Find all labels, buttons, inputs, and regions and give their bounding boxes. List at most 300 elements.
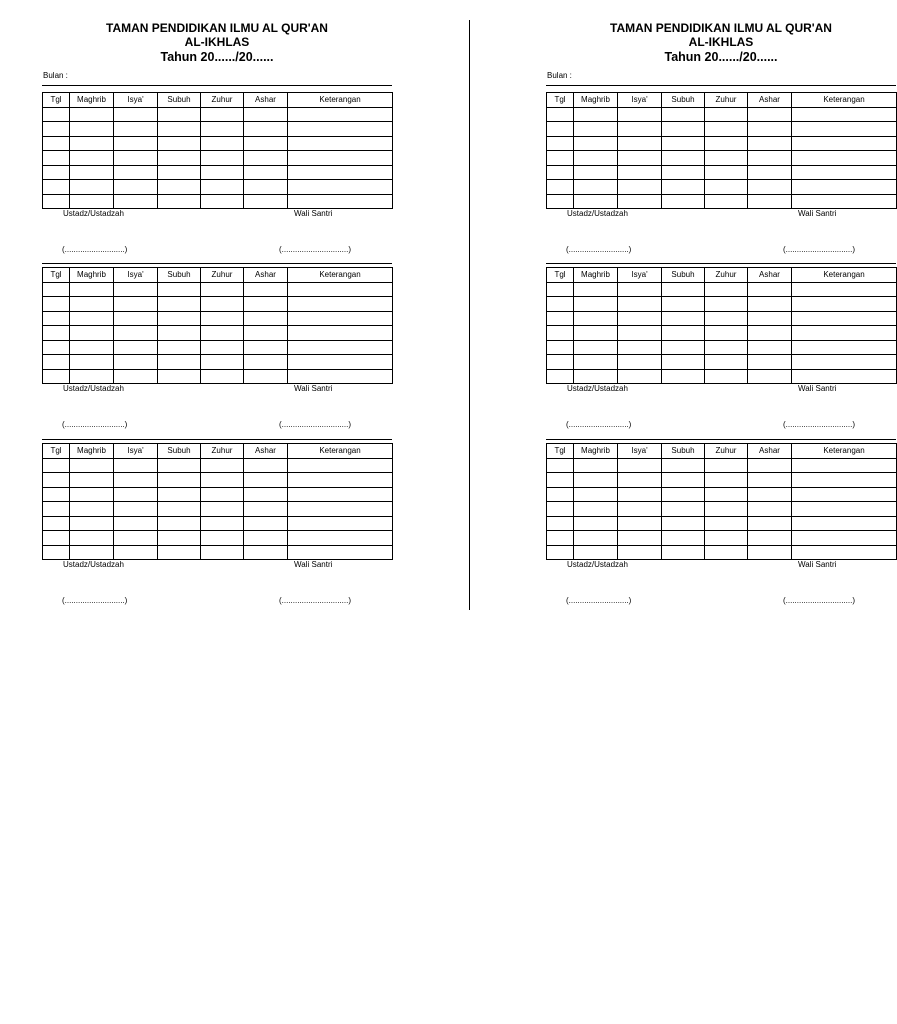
table-cell[interactable] bbox=[43, 122, 70, 137]
table-cell[interactable] bbox=[662, 282, 705, 297]
table-cell[interactable] bbox=[748, 165, 792, 180]
table-cell[interactable] bbox=[792, 180, 897, 195]
table-cell[interactable] bbox=[705, 516, 748, 531]
table-cell[interactable] bbox=[662, 545, 705, 560]
table-cell[interactable] bbox=[547, 502, 574, 517]
table-cell[interactable] bbox=[662, 180, 705, 195]
table-cell[interactable] bbox=[288, 473, 393, 488]
table-cell[interactable] bbox=[244, 516, 288, 531]
table-cell[interactable] bbox=[288, 136, 393, 151]
table-cell[interactable] bbox=[574, 297, 618, 312]
table-cell[interactable] bbox=[70, 487, 114, 502]
table-cell[interactable] bbox=[792, 531, 897, 546]
table-cell[interactable] bbox=[792, 151, 897, 166]
table-cell[interactable] bbox=[70, 473, 114, 488]
table-cell[interactable] bbox=[201, 165, 244, 180]
table-cell[interactable] bbox=[201, 136, 244, 151]
table-cell[interactable] bbox=[43, 311, 70, 326]
table-cell[interactable] bbox=[792, 473, 897, 488]
table-cell[interactable] bbox=[748, 282, 792, 297]
table-cell[interactable] bbox=[288, 458, 393, 473]
table-cell[interactable] bbox=[70, 458, 114, 473]
table-cell[interactable] bbox=[201, 545, 244, 560]
table-cell[interactable] bbox=[288, 297, 393, 312]
table-cell[interactable] bbox=[201, 531, 244, 546]
table-cell[interactable] bbox=[705, 502, 748, 517]
table-cell[interactable] bbox=[705, 369, 748, 384]
table-cell[interactable] bbox=[618, 458, 662, 473]
table-cell[interactable] bbox=[244, 165, 288, 180]
table-cell[interactable] bbox=[792, 487, 897, 502]
table-cell[interactable] bbox=[748, 340, 792, 355]
table-cell[interactable] bbox=[662, 502, 705, 517]
table-cell[interactable] bbox=[574, 282, 618, 297]
table-cell[interactable] bbox=[618, 502, 662, 517]
table-cell[interactable] bbox=[158, 297, 201, 312]
table-cell[interactable] bbox=[662, 487, 705, 502]
table-cell[interactable] bbox=[43, 151, 70, 166]
table-cell[interactable] bbox=[618, 282, 662, 297]
table-cell[interactable] bbox=[547, 194, 574, 209]
table-cell[interactable] bbox=[748, 151, 792, 166]
table-cell[interactable] bbox=[158, 355, 201, 370]
table-cell[interactable] bbox=[662, 326, 705, 341]
table-cell[interactable] bbox=[748, 502, 792, 517]
table-cell[interactable] bbox=[158, 502, 201, 517]
table-cell[interactable] bbox=[201, 180, 244, 195]
table-cell[interactable] bbox=[244, 180, 288, 195]
table-cell[interactable] bbox=[618, 311, 662, 326]
table-cell[interactable] bbox=[288, 165, 393, 180]
table-cell[interactable] bbox=[201, 458, 244, 473]
table-cell[interactable] bbox=[574, 369, 618, 384]
table-cell[interactable] bbox=[705, 282, 748, 297]
table-cell[interactable] bbox=[244, 107, 288, 122]
table-cell[interactable] bbox=[201, 355, 244, 370]
table-cell[interactable] bbox=[792, 165, 897, 180]
table-cell[interactable] bbox=[114, 473, 158, 488]
table-cell[interactable] bbox=[158, 487, 201, 502]
table-cell[interactable] bbox=[574, 151, 618, 166]
table-cell[interactable] bbox=[547, 473, 574, 488]
table-cell[interactable] bbox=[705, 355, 748, 370]
table-cell[interactable] bbox=[618, 326, 662, 341]
table-cell[interactable] bbox=[574, 487, 618, 502]
table-cell[interactable] bbox=[158, 122, 201, 137]
table-cell[interactable] bbox=[288, 326, 393, 341]
table-row bbox=[547, 180, 897, 195]
table-cell[interactable] bbox=[70, 531, 114, 546]
table-cell[interactable] bbox=[158, 369, 201, 384]
table-cell[interactable] bbox=[288, 545, 393, 560]
table-cell[interactable] bbox=[792, 311, 897, 326]
table-cell[interactable] bbox=[114, 122, 158, 137]
table-cell[interactable] bbox=[114, 487, 158, 502]
table-cell[interactable] bbox=[201, 297, 244, 312]
table-cell[interactable] bbox=[574, 531, 618, 546]
table-cell[interactable] bbox=[114, 340, 158, 355]
table-cell[interactable] bbox=[792, 516, 897, 531]
table-cell[interactable] bbox=[547, 487, 574, 502]
table-cell[interactable] bbox=[547, 458, 574, 473]
table-cell[interactable] bbox=[574, 545, 618, 560]
table-cell[interactable] bbox=[70, 194, 114, 209]
table-cell[interactable] bbox=[114, 165, 158, 180]
table-cell[interactable] bbox=[662, 194, 705, 209]
table-cell[interactable] bbox=[792, 369, 897, 384]
table-cell[interactable] bbox=[618, 297, 662, 312]
table-cell[interactable] bbox=[43, 340, 70, 355]
table-cell[interactable] bbox=[288, 311, 393, 326]
table-cell[interactable] bbox=[70, 369, 114, 384]
table-cell[interactable] bbox=[662, 297, 705, 312]
table-cell[interactable] bbox=[43, 355, 70, 370]
table-cell[interactable] bbox=[748, 531, 792, 546]
table-cell[interactable] bbox=[574, 326, 618, 341]
table-cell[interactable] bbox=[158, 458, 201, 473]
table-cell[interactable] bbox=[792, 326, 897, 341]
table-cell[interactable] bbox=[618, 151, 662, 166]
table-cell[interactable] bbox=[547, 311, 574, 326]
table-cell[interactable] bbox=[618, 355, 662, 370]
table-cell[interactable] bbox=[70, 516, 114, 531]
table-cell[interactable] bbox=[705, 165, 748, 180]
table-cell[interactable] bbox=[705, 487, 748, 502]
table-cell[interactable] bbox=[158, 180, 201, 195]
table-cell[interactable] bbox=[201, 311, 244, 326]
table-cell[interactable] bbox=[748, 473, 792, 488]
table-cell[interactable] bbox=[114, 136, 158, 151]
table-cell[interactable] bbox=[618, 165, 662, 180]
table-cell[interactable] bbox=[244, 122, 288, 137]
table-cell[interactable] bbox=[70, 136, 114, 151]
table-cell[interactable] bbox=[662, 340, 705, 355]
table-cell[interactable] bbox=[70, 282, 114, 297]
table-cell[interactable] bbox=[244, 369, 288, 384]
table-cell[interactable] bbox=[244, 473, 288, 488]
table-cell[interactable] bbox=[70, 107, 114, 122]
table-cell[interactable] bbox=[792, 194, 897, 209]
table-cell[interactable] bbox=[288, 340, 393, 355]
table-cell[interactable] bbox=[574, 355, 618, 370]
table-cell[interactable] bbox=[705, 473, 748, 488]
table-cell[interactable] bbox=[201, 473, 244, 488]
table-cell[interactable] bbox=[547, 531, 574, 546]
table-cell[interactable] bbox=[114, 180, 158, 195]
table-cell[interactable] bbox=[662, 122, 705, 137]
table-cell[interactable] bbox=[748, 297, 792, 312]
table-cell[interactable] bbox=[705, 531, 748, 546]
table-cell[interactable] bbox=[618, 545, 662, 560]
table-cell[interactable] bbox=[70, 326, 114, 341]
table-cell[interactable] bbox=[158, 545, 201, 560]
table-cell[interactable] bbox=[244, 458, 288, 473]
table-cell[interactable] bbox=[748, 545, 792, 560]
table-cell[interactable] bbox=[547, 122, 574, 137]
table-cell[interactable] bbox=[748, 107, 792, 122]
table-cell[interactable] bbox=[748, 180, 792, 195]
table-cell[interactable] bbox=[158, 326, 201, 341]
section-separator bbox=[546, 263, 896, 264]
table-cell[interactable] bbox=[158, 136, 201, 151]
table-row bbox=[547, 107, 897, 122]
table-cell[interactable] bbox=[158, 473, 201, 488]
table-cell[interactable] bbox=[244, 340, 288, 355]
table-cell[interactable] bbox=[748, 136, 792, 151]
table-cell[interactable] bbox=[705, 122, 748, 137]
table-cell[interactable] bbox=[618, 340, 662, 355]
table-cell[interactable] bbox=[43, 107, 70, 122]
table-cell[interactable] bbox=[43, 531, 70, 546]
table-cell[interactable] bbox=[705, 545, 748, 560]
table-cell[interactable] bbox=[547, 151, 574, 166]
table-cell[interactable] bbox=[201, 369, 244, 384]
column-header: Keterangan bbox=[288, 93, 393, 108]
table-cell[interactable] bbox=[201, 516, 244, 531]
table-row bbox=[547, 355, 897, 370]
table-cell[interactable] bbox=[158, 282, 201, 297]
table-cell[interactable] bbox=[288, 487, 393, 502]
table-cell[interactable] bbox=[201, 151, 244, 166]
table-cell[interactable] bbox=[662, 151, 705, 166]
table-cell[interactable] bbox=[158, 516, 201, 531]
table-cell[interactable] bbox=[288, 122, 393, 137]
table-cell[interactable] bbox=[547, 165, 574, 180]
attendance-table bbox=[546, 92, 897, 209]
table-cell[interactable] bbox=[201, 326, 244, 341]
table-cell[interactable] bbox=[574, 180, 618, 195]
table-cell[interactable] bbox=[618, 122, 662, 137]
table-cell[interactable] bbox=[574, 473, 618, 488]
table-cell[interactable] bbox=[748, 355, 792, 370]
table-cell[interactable] bbox=[705, 458, 748, 473]
table-cell[interactable] bbox=[574, 194, 618, 209]
table-cell[interactable] bbox=[158, 531, 201, 546]
table-cell[interactable] bbox=[662, 458, 705, 473]
table-cell[interactable] bbox=[705, 107, 748, 122]
table-cell[interactable] bbox=[574, 340, 618, 355]
table-cell[interactable] bbox=[244, 297, 288, 312]
table-cell[interactable] bbox=[618, 136, 662, 151]
table-cell[interactable] bbox=[244, 545, 288, 560]
table-cell[interactable] bbox=[114, 151, 158, 166]
table-cell[interactable] bbox=[201, 122, 244, 137]
table-cell[interactable] bbox=[618, 107, 662, 122]
table-cell[interactable] bbox=[114, 458, 158, 473]
table-cell[interactable] bbox=[244, 151, 288, 166]
table-cell[interactable] bbox=[547, 355, 574, 370]
table-cell[interactable] bbox=[792, 355, 897, 370]
table-cell[interactable] bbox=[114, 516, 158, 531]
table-cell[interactable] bbox=[70, 297, 114, 312]
table-cell[interactable] bbox=[70, 165, 114, 180]
table-cell[interactable] bbox=[288, 282, 393, 297]
table-cell[interactable] bbox=[748, 194, 792, 209]
table-cell[interactable] bbox=[662, 473, 705, 488]
table-cell[interactable] bbox=[244, 355, 288, 370]
table-cell[interactable] bbox=[748, 369, 792, 384]
table-cell[interactable] bbox=[70, 340, 114, 355]
table-cell[interactable] bbox=[748, 458, 792, 473]
table-cell[interactable] bbox=[574, 502, 618, 517]
table-cell[interactable] bbox=[748, 326, 792, 341]
table-cell[interactable] bbox=[662, 311, 705, 326]
table-cell[interactable] bbox=[158, 151, 201, 166]
table-cell[interactable] bbox=[792, 122, 897, 137]
table-cell[interactable] bbox=[201, 107, 244, 122]
table-cell[interactable] bbox=[70, 502, 114, 517]
table-cell[interactable] bbox=[114, 531, 158, 546]
table-cell[interactable] bbox=[792, 136, 897, 151]
table-cell[interactable] bbox=[792, 458, 897, 473]
table-cell[interactable] bbox=[288, 502, 393, 517]
table-cell[interactable] bbox=[547, 516, 574, 531]
table-cell[interactable] bbox=[43, 326, 70, 341]
table-cell[interactable] bbox=[792, 297, 897, 312]
table-cell[interactable] bbox=[574, 122, 618, 137]
table-cell[interactable] bbox=[547, 326, 574, 341]
table-cell[interactable] bbox=[244, 194, 288, 209]
table-cell[interactable] bbox=[618, 180, 662, 195]
table-cell[interactable] bbox=[574, 516, 618, 531]
table-cell[interactable] bbox=[618, 473, 662, 488]
table-cell[interactable] bbox=[43, 502, 70, 517]
table-cell[interactable] bbox=[792, 340, 897, 355]
table-cell[interactable] bbox=[547, 297, 574, 312]
table-cell[interactable] bbox=[705, 297, 748, 312]
table-cell[interactable] bbox=[547, 180, 574, 195]
table-cell[interactable] bbox=[574, 458, 618, 473]
table-cell[interactable] bbox=[288, 355, 393, 370]
table-cell[interactable] bbox=[705, 151, 748, 166]
table-cell[interactable] bbox=[244, 311, 288, 326]
table-cell[interactable] bbox=[662, 165, 705, 180]
table-cell[interactable] bbox=[43, 297, 70, 312]
table-cell[interactable] bbox=[244, 502, 288, 517]
table-cell[interactable] bbox=[43, 369, 70, 384]
table-cell[interactable] bbox=[43, 282, 70, 297]
table-cell[interactable] bbox=[662, 355, 705, 370]
table-cell[interactable] bbox=[244, 326, 288, 341]
table-cell[interactable] bbox=[662, 136, 705, 151]
table-cell[interactable] bbox=[114, 297, 158, 312]
table-cell[interactable] bbox=[43, 473, 70, 488]
table-cell[interactable] bbox=[43, 545, 70, 560]
table-cell[interactable] bbox=[114, 311, 158, 326]
table-cell[interactable] bbox=[748, 311, 792, 326]
table-cell[interactable] bbox=[43, 194, 70, 209]
table-cell[interactable] bbox=[201, 487, 244, 502]
table-cell[interactable] bbox=[547, 136, 574, 151]
table-cell[interactable] bbox=[70, 545, 114, 560]
table-cell[interactable] bbox=[43, 487, 70, 502]
table-cell[interactable] bbox=[288, 369, 393, 384]
table-cell[interactable] bbox=[574, 165, 618, 180]
table-cell[interactable] bbox=[662, 531, 705, 546]
table-cell[interactable] bbox=[748, 122, 792, 137]
table-cell[interactable] bbox=[792, 502, 897, 517]
table-cell[interactable] bbox=[574, 311, 618, 326]
table-cell[interactable] bbox=[43, 136, 70, 151]
table-cell[interactable] bbox=[244, 282, 288, 297]
table-cell[interactable] bbox=[288, 516, 393, 531]
table-cell[interactable] bbox=[158, 165, 201, 180]
table-cell[interactable] bbox=[158, 340, 201, 355]
table-cell[interactable] bbox=[547, 282, 574, 297]
table-cell[interactable] bbox=[43, 165, 70, 180]
table-cell[interactable] bbox=[70, 311, 114, 326]
table-cell[interactable] bbox=[288, 180, 393, 195]
table-cell[interactable] bbox=[705, 326, 748, 341]
table-cell[interactable] bbox=[705, 136, 748, 151]
table-cell[interactable] bbox=[244, 136, 288, 151]
table-cell[interactable] bbox=[201, 282, 244, 297]
table-cell[interactable] bbox=[70, 180, 114, 195]
table-cell[interactable] bbox=[158, 311, 201, 326]
table-cell[interactable] bbox=[43, 180, 70, 195]
table-cell[interactable] bbox=[662, 107, 705, 122]
table-cell[interactable] bbox=[547, 369, 574, 384]
table-cell[interactable] bbox=[114, 355, 158, 370]
table-cell[interactable] bbox=[244, 487, 288, 502]
table-cell[interactable] bbox=[748, 487, 792, 502]
table-cell[interactable] bbox=[792, 107, 897, 122]
table-cell[interactable] bbox=[201, 194, 244, 209]
table-cell[interactable] bbox=[705, 194, 748, 209]
table-cell[interactable] bbox=[705, 180, 748, 195]
table-cell[interactable] bbox=[70, 355, 114, 370]
table-cell[interactable] bbox=[705, 311, 748, 326]
table-cell[interactable] bbox=[114, 194, 158, 209]
table-cell[interactable] bbox=[618, 531, 662, 546]
table-cell[interactable] bbox=[114, 107, 158, 122]
table-cell[interactable] bbox=[662, 369, 705, 384]
table-cell[interactable] bbox=[792, 282, 897, 297]
table-cell[interactable] bbox=[201, 502, 244, 517]
table-cell[interactable] bbox=[43, 458, 70, 473]
table-cell[interactable] bbox=[114, 326, 158, 341]
table-cell[interactable] bbox=[288, 151, 393, 166]
table-cell[interactable] bbox=[705, 340, 748, 355]
table-cell[interactable] bbox=[547, 545, 574, 560]
table-cell[interactable] bbox=[114, 502, 158, 517]
table-cell[interactable] bbox=[114, 545, 158, 560]
table-cell[interactable] bbox=[158, 194, 201, 209]
table-cell[interactable] bbox=[288, 107, 393, 122]
table-cell[interactable] bbox=[288, 194, 393, 209]
table-cell[interactable] bbox=[792, 545, 897, 560]
table-cell[interactable] bbox=[618, 487, 662, 502]
table-cell[interactable] bbox=[158, 107, 201, 122]
table-cell[interactable] bbox=[43, 516, 70, 531]
table-cell[interactable] bbox=[70, 122, 114, 137]
table-cell[interactable] bbox=[574, 107, 618, 122]
table-cell[interactable] bbox=[114, 282, 158, 297]
table-cell[interactable] bbox=[114, 369, 158, 384]
table-cell[interactable] bbox=[618, 369, 662, 384]
table-cell[interactable] bbox=[288, 531, 393, 546]
table-cell[interactable] bbox=[547, 107, 574, 122]
table-cell[interactable] bbox=[244, 531, 288, 546]
table-cell[interactable] bbox=[748, 516, 792, 531]
table-cell[interactable] bbox=[201, 340, 244, 355]
table-cell[interactable] bbox=[618, 194, 662, 209]
table-cell[interactable] bbox=[70, 151, 114, 166]
table-cell[interactable] bbox=[547, 340, 574, 355]
table-cell[interactable] bbox=[574, 136, 618, 151]
table-cell[interactable] bbox=[662, 516, 705, 531]
table-cell[interactable] bbox=[618, 516, 662, 531]
